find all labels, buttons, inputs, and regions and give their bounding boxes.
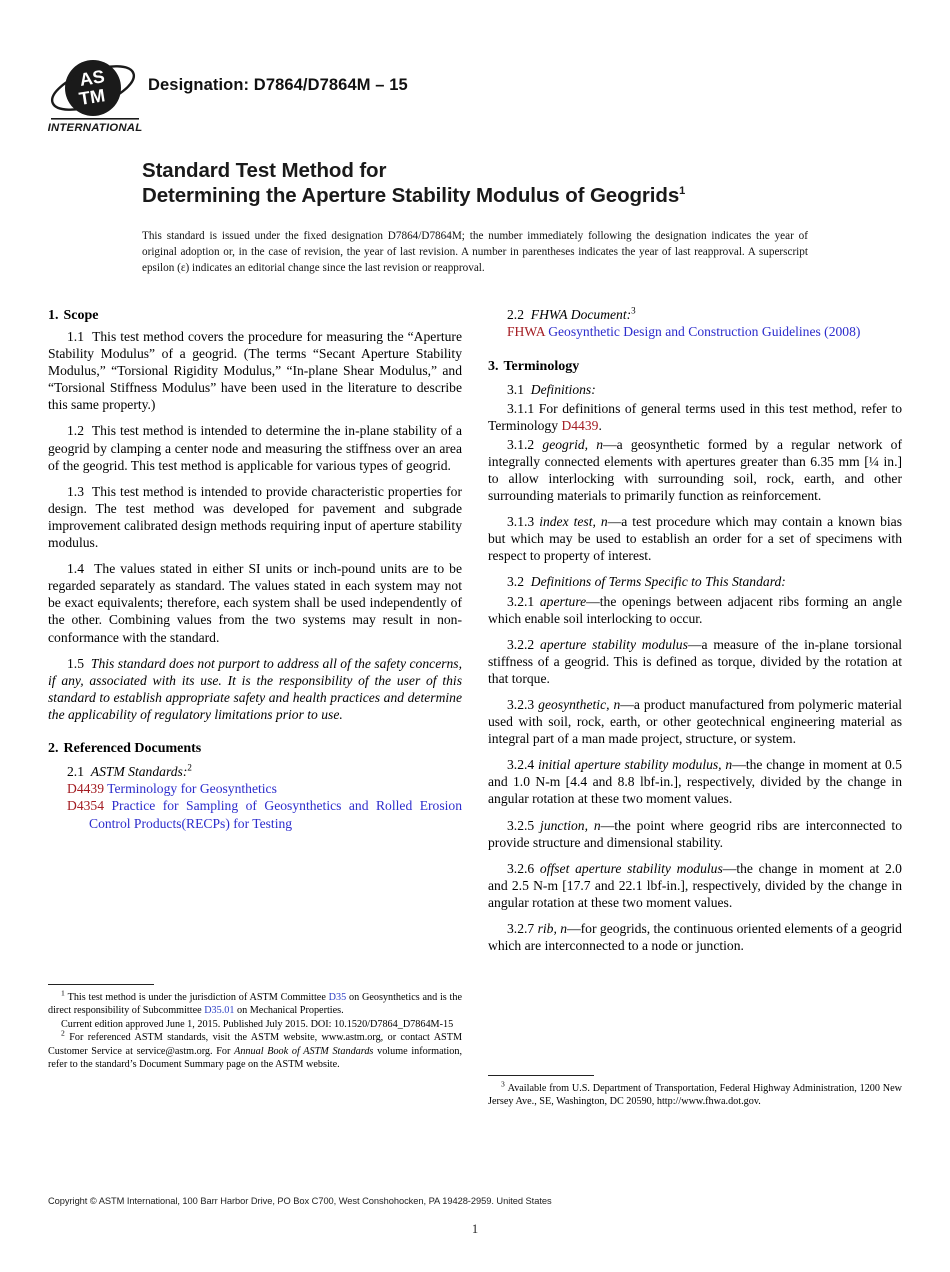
definition-number: 3.1.2 (507, 436, 535, 452)
definition-text: —a test procedure which may contain a known bias but which may be used to establish an order for a set of specimens with respect to property of interest. (488, 514, 903, 564)
definition-term: rib, n (537, 921, 568, 937)
footnote-text-italic: Annual Book of ASTM Standards (234, 1045, 374, 1057)
document-title (142, 158, 842, 208)
subsection-3-2-heading (488, 573, 902, 590)
subsection-footnote-marker: 2 (187, 762, 192, 773)
definition-text-post: . (598, 417, 602, 433)
definition-number: 3.1.3 (507, 514, 535, 530)
footnote-marker: 2 (61, 1028, 65, 1038)
definition-3-2-5 (488, 817, 902, 851)
definition-3-1-3 (488, 513, 902, 564)
title-line-1: Standard Test Method for (142, 159, 387, 182)
right-column (488, 306, 902, 954)
definition-number: 3.2.6 (507, 860, 535, 876)
subsection-number: 2.1 (67, 763, 84, 779)
issue-note: This standard is issued under the fixed designation D7864/D7864M; the number immediately following the designation indicates the year of original adoption or, in the case of revision, the year of last revision. A number in parentheses indicates the year of last reapproval. A superscript epsilon (ε) indicates an editorial change since the last revision or reapproval. (142, 230, 808, 275)
paragraph-1-1 (48, 328, 462, 413)
definition-number: 3.2.3 (507, 697, 535, 712)
definition-text: —the change in moment at 0.5 and 1.0 N-m [4.4 and 8.8 lbf-in.], respectively, divided by the change in angular rotation at these two moment values. (488, 757, 902, 807)
definition-term: geogrid, n (542, 436, 604, 452)
footnote-text: Available from U.S. Department of Transportation, Federal Highway Administration, 1200 New Jersey Ave., SE, Washington, DC 20590, http://www.fhwa.dot.gov. (488, 1083, 902, 1108)
paragraph-number: 1.1 (67, 329, 84, 344)
subsection-footnote-marker: 3 (631, 305, 636, 316)
reference-item-d4354[interactable] (67, 797, 462, 832)
definition-3-2-1 (488, 593, 902, 627)
subsection-2-2-heading (488, 306, 902, 323)
subsection-title: FHWA Document: (530, 307, 632, 322)
subsection-title: ASTM Standards: (90, 763, 188, 779)
subsection-2-1-heading (48, 763, 462, 780)
definition-3-2-7 (488, 920, 902, 954)
paragraph-text: This test method covers the procedure for measuring the “Aperture Stability Modulus” of a geogrid. (The terms “Secant Aperture Stability Modulus,” “Torsional Rigidity Modulus,” “In-plane Shear Modulus,” and “Torsional Stiffness Modulus” have been used in the literature to describe this same property.) (48, 329, 462, 413)
paragraph-1-4 (48, 560, 462, 645)
definition-3-2-6 (488, 860, 902, 911)
footnote-divider (488, 1075, 594, 1076)
definition-term: aperture (539, 593, 587, 609)
paragraph-number: 1.2 (67, 423, 84, 439)
definition-3-2-3 (488, 696, 902, 747)
paragraph-number: 1.5 (67, 655, 84, 671)
reference-title[interactable]: Practice for Sampling of Geosynthetics and Rolled Erosion Control Products(RECPs) for Testing (89, 798, 462, 831)
document-header (48, 56, 908, 146)
definition-term: initial aperture stability modulus, n (538, 757, 733, 773)
reference-item-d4439[interactable] (67, 780, 462, 797)
definition-number: 3.2.2 (507, 636, 535, 652)
page-number: 1 (471, 1222, 479, 1236)
reference-item-fhwa[interactable] (507, 323, 902, 340)
paragraph-1-3 (48, 483, 462, 551)
subsection-number: 2.2 (507, 307, 524, 322)
title-line-2-text: Determining the Aperture Stability Modulus of Geogrids (142, 184, 680, 207)
left-column (48, 306, 462, 832)
paragraph-text: This standard does not purport to address all of the safety concerns, if any, associated with its use. It is the responsibility of the user of this standard to establish appropriate safety and health practices and determine the applicability of regulatory limitations prior to use. (48, 655, 462, 722)
svg-text:AS: AS (78, 66, 106, 90)
section-title: Terminology (503, 358, 580, 374)
copyright-notice: Copyright © ASTM International, 100 Barr Harbor Drive, PO Box C700, West Conshohocken, PA 19428-2959. United States (48, 1196, 552, 1206)
designation-label: Designation: D7864/D7864M – 15 (148, 76, 408, 94)
footnote-marker: 3 (501, 1079, 505, 1089)
paragraph-text: This test method is intended to provide characteristic properties for design. The test method was developed for pavement and subgrade improvement calibrated design methods requiring input of aperture stability modulus. (48, 483, 462, 551)
reference-designation[interactable]: D4354 (67, 798, 105, 814)
definition-3-1-1 (488, 400, 902, 434)
section-number: 3. (488, 358, 499, 374)
footnote-divider (48, 984, 154, 985)
definition-number: 3.2.7 (507, 921, 535, 937)
definition-term: geosynthetic, n (538, 697, 621, 712)
section-title: Scope (63, 308, 99, 323)
svg-text:TM: TM (77, 85, 107, 109)
definition-text: —the change in moment at 2.0 and 2.5 N-m [17.7 and 22.1 lbf-in.], respectively, divided by the change in angular rotation at these two moment values. (488, 860, 902, 910)
footnote-3 (488, 1079, 902, 1109)
definition-text: —the point where geogrid ribs are interconnected to provide structure and dimensional stability. (488, 817, 902, 850)
paragraph-1-2 (48, 422, 462, 473)
definition-3-1-2 (488, 436, 902, 504)
footnote-1 (48, 988, 463, 1018)
section-number: 2. (48, 740, 59, 756)
paragraph-text: This test method is intended to determine the in-plane stability of a geogrid by clamping a center node and measuring the stiffness over an area of the geogrid. This test method is applicable for various types of geogrid. (48, 423, 462, 473)
paragraph-number: 1.3 (67, 483, 84, 499)
footnote-block-left (48, 984, 462, 1071)
astm-logo-icon (48, 56, 144, 134)
footnote-marker: 1 (61, 988, 65, 998)
definition-number: 3.2.4 (507, 757, 535, 773)
definition-text: —the openings between adjacent ribs forming an angle which enable soil interlocking to occur. (488, 593, 902, 626)
paragraph-1-5 (48, 655, 462, 723)
subsection-number: 3.2 (507, 574, 524, 590)
footnote-text: Current edition approved June 1, 2015. Published July 2015. DOI: 10.1520/D7864_D7864M-15 (61, 1018, 454, 1030)
definition-text: —a geosynthetic formed by a regular network of integrally connected elements with apertures greater than 6.35 mm [¼ in.] to allow interlocking with surrounding soil, rock, earth, and other surrounding materials to primarily function as reinforcement. (488, 436, 902, 504)
footnote-text-pre: This test method is under the jurisdiction of ASTM Committee (67, 992, 329, 1003)
definition-number: 3.2.1 (507, 593, 535, 609)
section-heading-scope (48, 306, 462, 325)
cross-reference-link[interactable]: D4439 (561, 417, 599, 433)
svg-text:INTERNATIONAL: INTERNATIONAL (48, 122, 143, 134)
footnote-text-mid: on Geosynthetics and is the direct responsibility of Subcommittee (48, 992, 463, 1017)
section-heading-referenced-documents (48, 739, 462, 758)
footnote-current-edition (48, 1018, 462, 1031)
definition-text-pre: For definitions of general terms used in this test method, refer to Terminology (488, 400, 902, 433)
reference-designation[interactable]: D4439 (67, 781, 105, 797)
definition-term: junction, n (540, 817, 601, 833)
subsection-title: Definitions: (530, 381, 596, 397)
reference-title[interactable]: Geosynthetic Design and Construction Guidelines (2008) (548, 324, 861, 340)
definition-number: 3.1.1 (507, 400, 535, 416)
definition-3-2-2 (488, 636, 902, 687)
reference-title[interactable]: Terminology for Geosynthetics (107, 781, 277, 797)
footnote-2 (48, 1028, 463, 1071)
footnote-text-pre: For referenced ASTM standards, visit the ASTM website, www.astm.org, or contact ASTM Customer Service at service@astm.org. For (48, 1032, 463, 1057)
subsection-title: Definitions of Terms Specific to This Standard: (530, 574, 786, 590)
footnote-text-post: on Mechanical Properties. (234, 1005, 344, 1017)
title-footnote-marker: 1 (679, 185, 686, 198)
reference-designation[interactable]: FHWA (507, 324, 545, 340)
definition-text: —a measure of the in-plane torsional stiffness of a geogrid. This is defined as torque, divided by the rotation at that torque. (488, 636, 903, 686)
definition-3-2-4 (488, 756, 902, 807)
subsection-number: 3.1 (507, 381, 524, 397)
section-number: 1. (48, 308, 59, 323)
footnote-block-right (488, 1075, 902, 1109)
definition-term: index test, n (539, 514, 608, 530)
paragraph-text: The values stated in either SI units or inch-pound units are to be regarded separately as standard. The values stated in each system may not be exact equivalents; therefore, each system shall be used independently of the other. Combining values from the two systems may result in non-conformance with the standard. (48, 561, 462, 645)
committee-link[interactable]: D35 (328, 992, 347, 1003)
paragraph-number: 1.4 (67, 561, 84, 577)
title-line-2 (142, 183, 842, 208)
section-title: Referenced Documents (63, 740, 202, 756)
subsection-3-1-heading (488, 381, 902, 398)
definition-text: —for geogrids, the continuous oriented elements of a geogrid which are interconnected to a node or junction. (488, 921, 902, 954)
definition-term: offset aperture stability modulus (539, 860, 723, 876)
footnote-text-post: volume information, refer to the standard’s Document Summary page on the ASTM website. (48, 1045, 462, 1071)
definition-term: aperture stability modulus (540, 636, 688, 652)
section-heading-terminology (488, 357, 902, 376)
definition-text: —a product manufactured from polymeric material used with soil, rock, earth, or other geotechnical engineering material as integral part of a man made project, structure, or system. (488, 697, 903, 747)
subcommittee-link[interactable]: D35.01 (204, 1005, 235, 1017)
definition-number: 3.2.5 (507, 817, 535, 833)
